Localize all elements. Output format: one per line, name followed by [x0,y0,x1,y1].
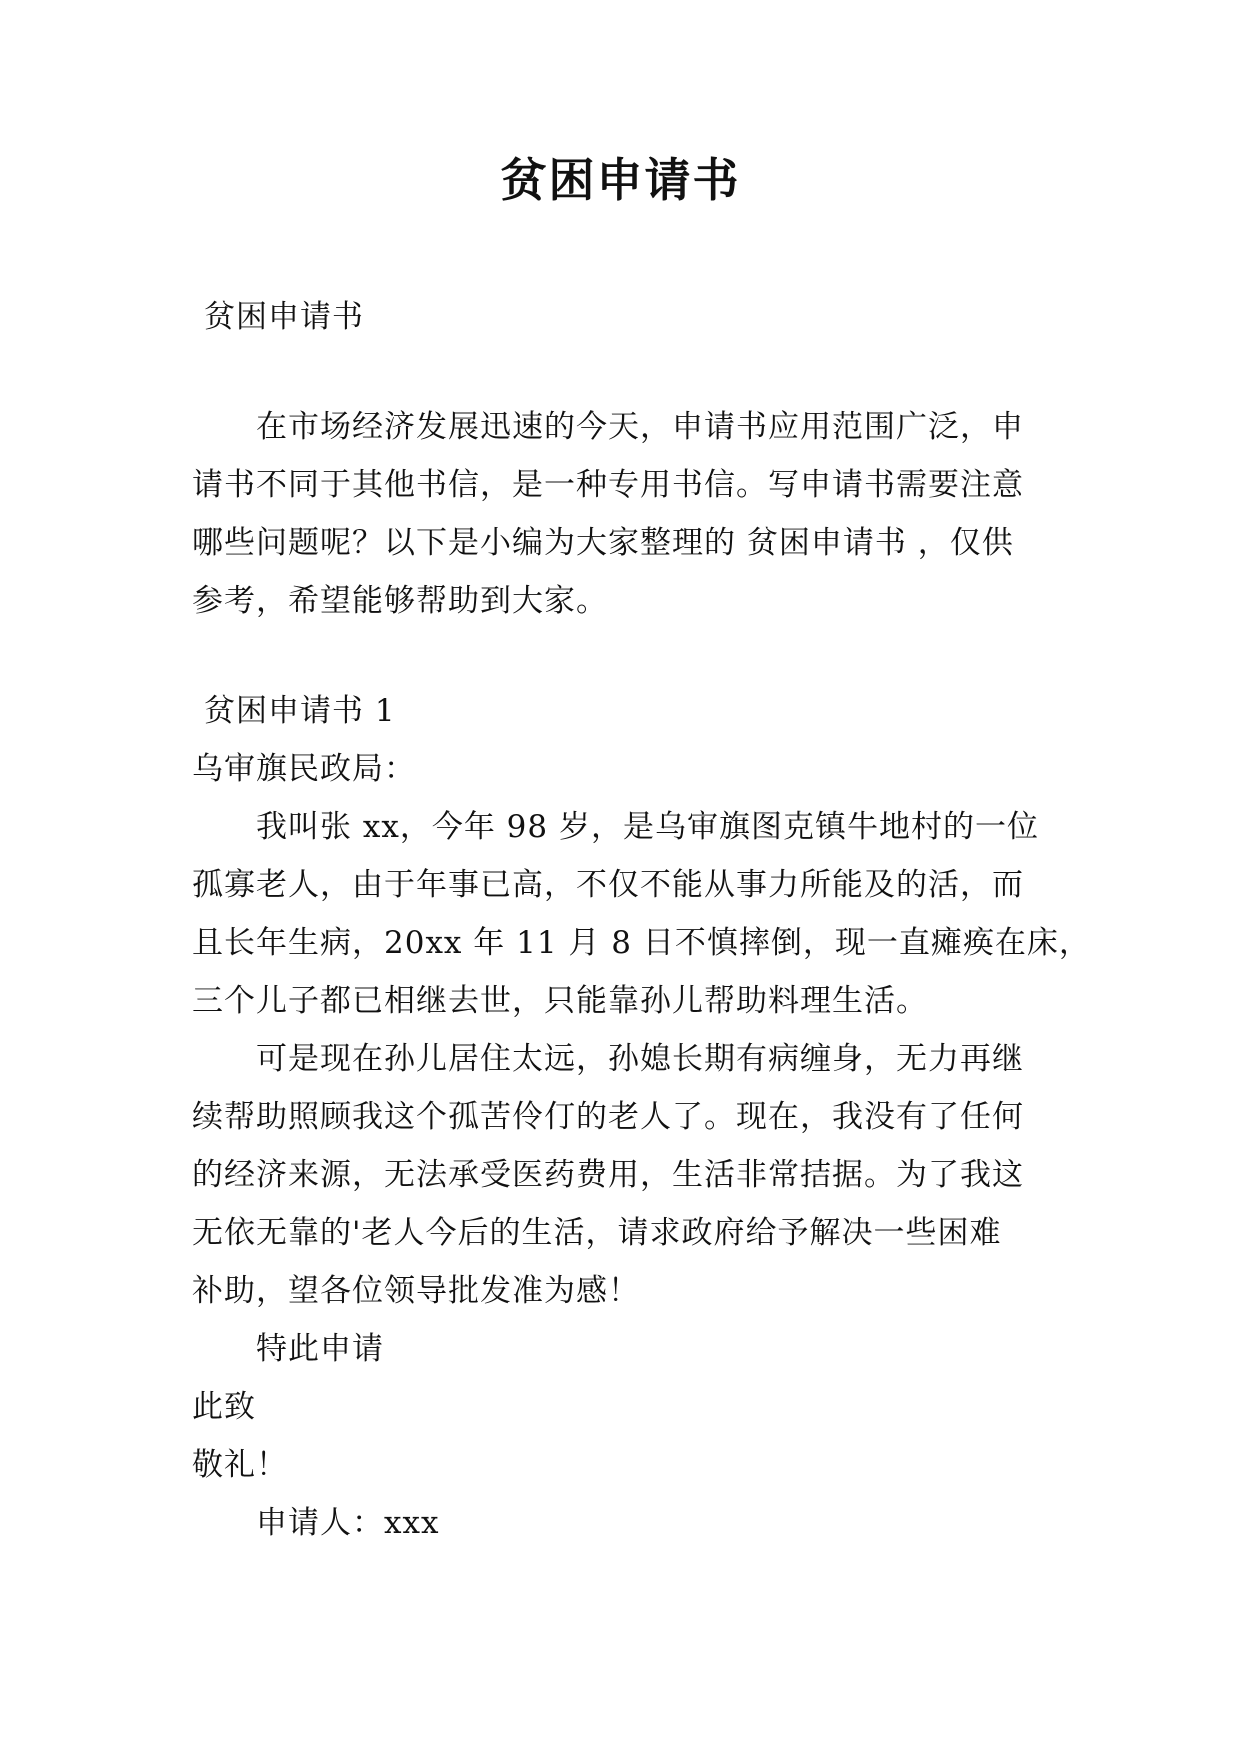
intro-line: 哪些问题呢？以下是小编为大家整理的 贫困申请书 ，仅供 [192,525,1014,561]
closing-special: 特此申请 [256,1331,384,1367]
paragraph-line: 孤寡老人，由于年事已高，不仅不能从事力所能及的活，而 [192,867,1024,903]
recipient: 乌审旗民政局： [192,751,416,787]
body-paragraph-2 [192,1030,1052,1320]
body-paragraph-1 [192,798,1091,1030]
applicant-signature: 申请人：xxx [256,1505,440,1541]
paragraph-line: 补助，望各位领导批发准为感！ [192,1273,640,1309]
closing-regards-1: 此致 [192,1389,256,1425]
section-heading: 贫困申请书 1 [204,693,396,729]
paragraph-line: 三个儿子都已相继去世，只能靠孙儿帮助料理生活。 [192,983,928,1019]
intro-line: 在市场经济发展迅速的今天，申请书应用范围广泛，申 [256,409,1024,445]
closing-regards-2: 敬礼！ [192,1447,288,1483]
paragraph-line: 无依无靠的'老人今后的生活，请求政府给予解决一些困难 [192,1215,1002,1251]
intro-line: 请书不同于其他书信，是一种专用书信。写申请书需要注意 [192,467,1024,503]
document-subtitle: 贫困申请书 [204,299,364,335]
paragraph-line: 我叫张 xx，今年 98 岁，是乌审旗图克镇牛地村的一位 [256,809,1039,845]
paragraph-line: 且长年生病，20xx 年 11 月 8 日不慎摔倒，现一直瘫痪在床， [192,925,1091,961]
paragraph-line: 可是现在孙儿居住太远，孙媳长期有病缠身，无力再继 [256,1041,1024,1077]
document-body [192,288,1091,1552]
intro-paragraph [192,398,1052,630]
paragraph-line: 的经济来源，无法承受医药费用，生活非常拮据。为了我这 [192,1157,1024,1193]
document-title: 贫困申请书 [500,153,741,207]
intro-line: 参考，希望能够帮助到大家。 [192,583,608,619]
paragraph-line: 续帮助照顾我这个孤苦伶仃的老人了。现在，我没有了任何 [192,1099,1024,1135]
